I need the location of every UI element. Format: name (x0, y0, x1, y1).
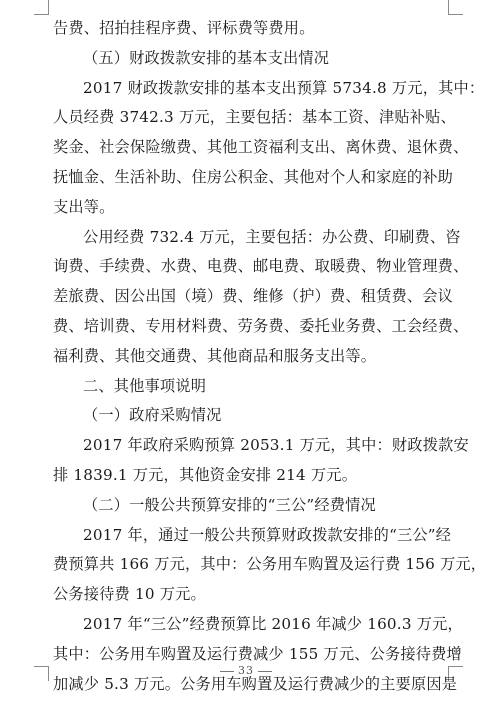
text-line: 排 1839.1 万元，其他资金安排 214 万元。 (53, 465, 358, 484)
text-line: 其中：公务用车购置及运行费减少 155 万元、公务接待费增 (53, 644, 462, 663)
text-line: 人员经费 3742.3 万元，主要包括：基本工资、津贴补贴、 (53, 108, 456, 127)
text-line: 询费、手续费、水费、电费、邮电费、取暖费、物业管理费、 (53, 257, 469, 276)
text-line: 2017 年“三公”经费预算比 2016 年减少 160.3 万元， (83, 614, 463, 633)
subsection-heading: （二）一般公共预算安排的“三公”经费情况 (83, 495, 376, 514)
document-body (53, 14, 487, 699)
text-line: 告费、招拍挂程序费、评标费等费用。 (53, 19, 315, 37)
text-line: 公用经费 732.4 万元，主要包括：办公费、印刷费、咨 (83, 227, 461, 246)
text-line: 福利费、其他交通费、其他商品和服务支出等。 (53, 346, 377, 365)
text-line: 奖金、社会保险缴费、其他工资福利支出、离休费、退休费、 (53, 138, 469, 157)
text-line: 公务接待费 10 万元。 (53, 585, 206, 604)
text-line: 差旅费、因公出国（境）费、维修（护）费、租赁费、会议 (53, 287, 454, 306)
page-number: 33 (238, 664, 254, 677)
footer-dash-right (258, 671, 272, 672)
page-footer (0, 664, 492, 677)
text-line: 2017 年，通过一般公共预算财政拨款安排的“三公”经 (83, 525, 452, 544)
text-line: 支出等。 (53, 197, 115, 216)
text-line: 加减少 5.3 万元。公务用车购置及运行费减少的主要原因是 (53, 674, 458, 693)
crop-mark-top-left (34, 0, 49, 15)
footer-dash-left (220, 671, 234, 672)
text-line: 抚恤金、生活补助、住房公积金、其他对个人和家庭的补助 (53, 167, 454, 186)
subsection-heading: （一）政府采购情况 (83, 406, 222, 425)
section-heading: 二、其他事项说明 (83, 376, 207, 395)
text-line: 2017 年政府采购预算 2053.1 万元，其中：财政拨款安 (83, 436, 469, 455)
text-line: 2017 财政拨款安排的基本支出预算 5734.8 万元，其中： (83, 78, 485, 97)
text-line: 费预算共 166 万元，其中：公务用车购置及运行费 156 万元， (53, 555, 487, 574)
section-heading: （五）财政拨款安排的基本支出情况 (83, 48, 330, 67)
text-line: 费、培训费、专用材料费、劳务费、委托业务费、工会经费、 (53, 316, 469, 335)
crop-mark-top-right (448, 0, 463, 15)
